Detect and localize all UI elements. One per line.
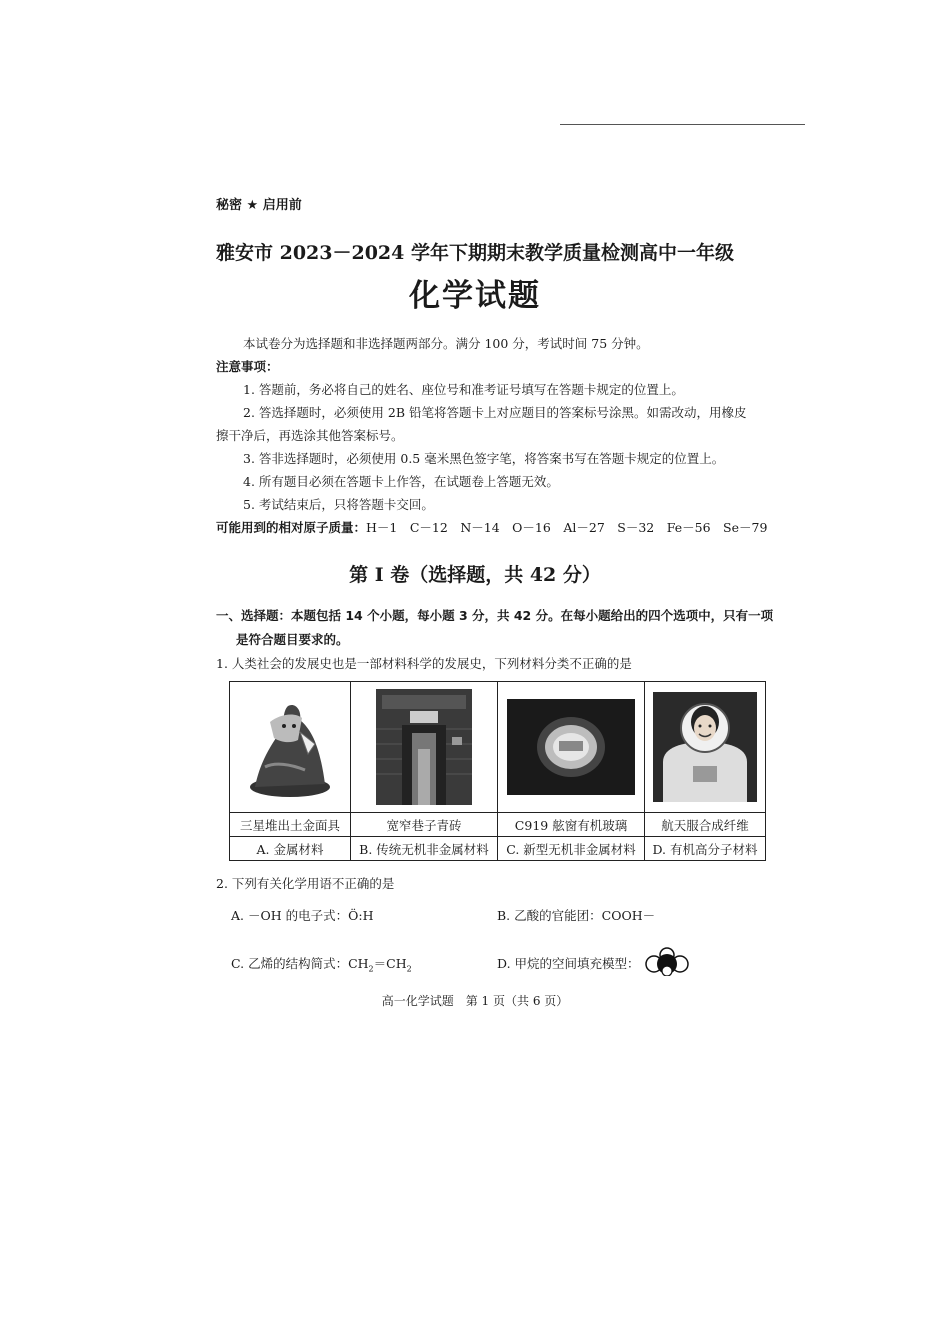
note-item: 2. 答选择题时，必须使用 2B 铅笔将答题卡上对应题目的答案标号涂黑。如需改动，用橡皮: [243, 405, 747, 420]
instructions-line: 一、选择题：本题包括 14 个小题，每小题 3 分，共 42 分。在每小题给出的四个选项中，只有一项: [216, 608, 774, 623]
aircraft-window-cell: [498, 682, 645, 813]
top-rule: [560, 124, 805, 125]
aircraft-window-image: [507, 699, 635, 795]
page-footer: 高一化学试题 第 1 页（共 6 页）: [381, 994, 569, 1008]
brick-alley-image: [376, 689, 472, 805]
note-item: 3. 答非选择题时，必须使用 0.5 毫米黑色签字笔，将答案书写在答题卡规定的位置上。: [243, 451, 725, 466]
notes-heading: 注意事项：: [216, 359, 279, 374]
atomic-masses: [216, 518, 767, 536]
gold-mask-image: [240, 692, 340, 802]
q2-option-c-text: C. 乙烯的结构简式：CH: [231, 956, 369, 971]
subscript: 2: [406, 964, 412, 974]
note-item: 1. 答题前，务必将自己的姓名、座位号和准考证号填写在答题卡规定的位置上。: [243, 382, 684, 397]
material-caption: 宽窄巷子青砖: [351, 813, 498, 837]
methane-model-icon: [644, 946, 690, 976]
exam-title: 雅安市 2023－2024 学年下期期末教学质量检测高中一年级: [216, 242, 734, 264]
astronaut-image: [653, 692, 757, 802]
question-2-stem: 2. 下列有关化学用语不正确的是: [216, 876, 395, 891]
materials-table: [229, 681, 766, 861]
q2-option-c: [231, 954, 412, 974]
material-option: A. 金属材料: [230, 837, 351, 861]
atomic-masses-label: 可能用到的相对原子质量：: [216, 520, 367, 535]
note-item: 擦干净后，再选涂其他答案标号。: [216, 428, 404, 443]
material-option: B. 传统无机非金属材料: [351, 837, 498, 861]
exam-intro: 本试卷分为选择题和非选择题两部分。满分 100 分，考试时间 75 分钟。: [243, 336, 649, 351]
q2-option-a-formula: Ö:H: [348, 908, 374, 923]
astronaut-cell: [645, 682, 766, 813]
material-caption: 航天服合成纤维: [645, 813, 766, 837]
section-title: 第 Ⅰ 卷（选择题，共 42 分）: [349, 564, 601, 586]
q2-option-a: [231, 906, 373, 924]
question-1-stem: 1. 人类社会的发展史也是一部材料科学的发展史，下列材料分类不正确的是: [216, 656, 632, 671]
note-item: 5. 考试结束后，只将答题卡交回。: [243, 497, 434, 512]
subscript: 2: [368, 964, 374, 974]
material-option: C. 新型无机非金属材料: [498, 837, 645, 861]
gold-mask-cell: [230, 682, 351, 813]
confidential-mark: 秘密 ★ 启用前: [216, 198, 302, 213]
q2-option-d: D. 甲烷的空间填充模型：: [497, 956, 640, 971]
q2-option-b: B. 乙酸的官能团：COOH－: [497, 908, 656, 923]
q2-option-c-text: ＝CH: [373, 956, 407, 971]
atomic-masses-values: H－1 C－12 N－14 O－16 Al－27 S－32 Fe－56 Se－79: [366, 520, 768, 535]
subject-title: 化学试题: [409, 278, 541, 314]
material-caption: C919 舷窗有机玻璃: [498, 813, 645, 837]
material-option: D. 有机高分子材料: [645, 837, 766, 861]
instructions-line: 是符合题目要求的。: [236, 632, 349, 647]
note-item: 4. 所有题目必须在答题卡上作答，在试题卷上答题无效。: [243, 474, 559, 489]
brick-alley-cell: [351, 682, 498, 813]
material-caption: 三星堆出土金面具: [230, 813, 351, 837]
q2-option-a-text: A. －OH 的电子式：: [231, 908, 349, 923]
